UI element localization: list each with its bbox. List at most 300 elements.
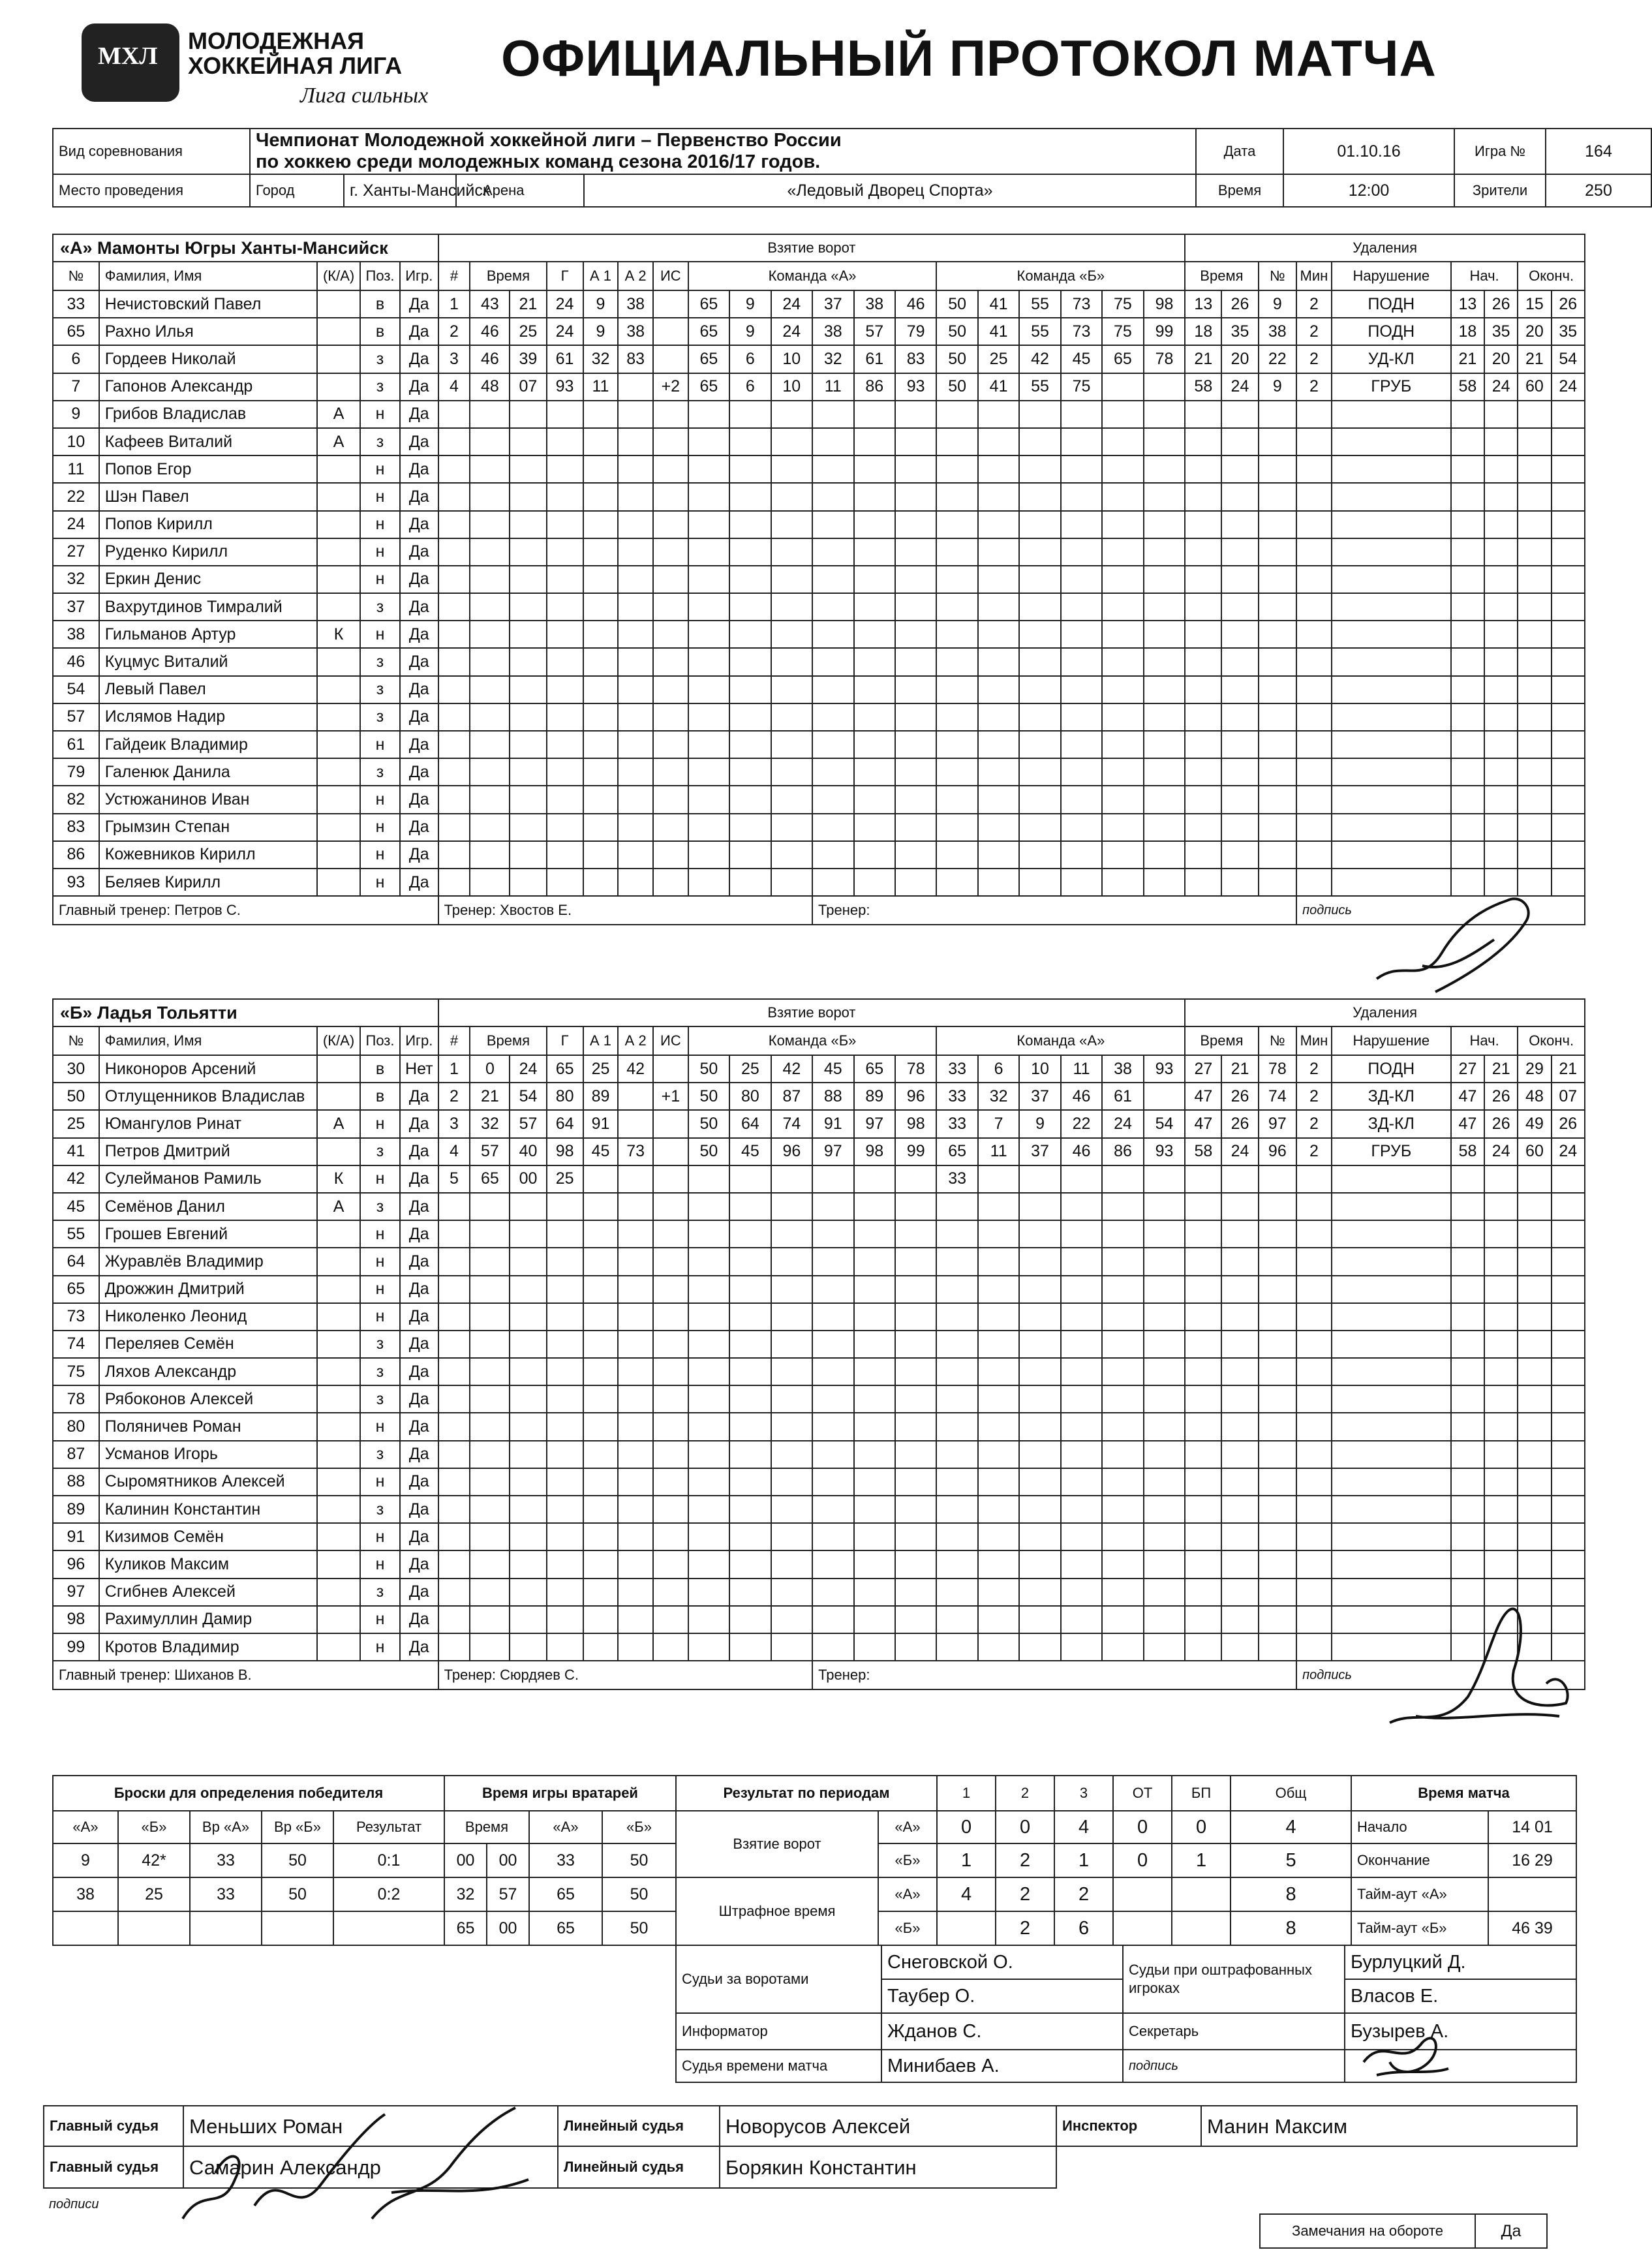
player-name: Кротов Владимир (99, 1633, 317, 1661)
pen-minutes (1296, 758, 1332, 786)
pen-min (1185, 758, 1221, 786)
on-ice-own (895, 814, 936, 841)
pen-violation: ПОДН (1332, 318, 1451, 345)
goal-assist2 (618, 1468, 653, 1496)
on-ice-own (812, 511, 853, 538)
pen-start-sec (1484, 593, 1518, 621)
goal-assist2 (618, 566, 653, 593)
goal-assist2 (618, 538, 653, 566)
pen-minutes (1296, 786, 1332, 813)
on-ice-opp (1144, 1441, 1185, 1468)
player-role (317, 1220, 360, 1248)
on-ice-own: 96 (771, 1138, 812, 1165)
pen-violation (1332, 483, 1451, 510)
on-ice-opp (1102, 1523, 1143, 1550)
on-ice-own (895, 676, 936, 703)
player-row (53, 1550, 1585, 1578)
on-ice-own (854, 1276, 895, 1303)
pen-minutes (1296, 703, 1332, 731)
match-info-table (52, 128, 1652, 208)
goal-assist1 (583, 1331, 619, 1358)
on-ice-own (854, 1220, 895, 1248)
goal-scorer (547, 455, 583, 483)
col-no: № (53, 262, 99, 290)
on-ice-opp (936, 1220, 977, 1248)
pen-player (1259, 1633, 1297, 1661)
pen-sec (1221, 1303, 1258, 1331)
on-ice-opp (1144, 1165, 1185, 1193)
pen-violation (1332, 703, 1451, 731)
on-ice-own (688, 1468, 729, 1496)
period-value: 1 (1172, 1843, 1231, 1877)
goal-number (438, 1331, 470, 1358)
on-ice-opp (1061, 1468, 1102, 1496)
player-name: Попов Егор (99, 455, 317, 483)
document-title: ОФИЦИАЛЬНЫЙ ПРОТОКОЛ МАТЧА (501, 29, 1437, 87)
goal-min (470, 538, 510, 566)
coach-1: Тренер: Сюрдяев С. (438, 1661, 812, 1689)
pen-end-min: 29 (1518, 1055, 1551, 1083)
player-played: Да (400, 1110, 438, 1137)
player-position: н (360, 1248, 400, 1275)
player-played: Да (400, 1220, 438, 1248)
goal-situation (653, 290, 688, 318)
player-row (53, 786, 1585, 813)
player-position: н (360, 511, 400, 538)
on-ice-opp (1061, 1220, 1102, 1248)
on-ice-own (771, 1220, 812, 1248)
player-row (53, 676, 1585, 703)
on-ice-own (729, 1165, 771, 1193)
player-name: Кизимов Семён (99, 1523, 317, 1550)
goal-number: 2 (438, 1083, 470, 1110)
goal-scorer (547, 1413, 583, 1440)
player-number: 99 (53, 1633, 99, 1661)
player-row (53, 401, 1585, 428)
pen-end-sec (1552, 1165, 1585, 1193)
player-name: Куцмус Виталий (99, 648, 317, 675)
pen-player: 78 (1259, 1055, 1297, 1083)
goal-number (438, 1441, 470, 1468)
goal-sec (510, 758, 546, 786)
on-ice-opp (1061, 648, 1102, 675)
player-name: Рахимуллин Дамир (99, 1606, 317, 1633)
pen-violation (1332, 1303, 1451, 1331)
on-ice-opp (1061, 731, 1102, 758)
pen-player: 97 (1259, 1110, 1297, 1137)
pen-start-sec (1484, 483, 1518, 510)
on-ice-own (688, 1331, 729, 1358)
on-ice-opp (1102, 1193, 1143, 1220)
goal-sec (510, 1496, 546, 1523)
on-ice-own (854, 1441, 895, 1468)
goal-number (438, 1550, 470, 1578)
pen-player: 74 (1259, 1083, 1297, 1110)
player-role (317, 676, 360, 703)
player-played: Да (400, 1083, 438, 1110)
goal-min (470, 511, 510, 538)
goal-min (470, 786, 510, 813)
player-number: 97 (53, 1579, 99, 1606)
pen-min (1185, 1523, 1221, 1550)
on-ice-own (812, 676, 853, 703)
player-position: н (360, 483, 400, 510)
pen-sec (1221, 648, 1258, 675)
on-ice-opp (1102, 1358, 1143, 1385)
on-ice-own (729, 1276, 771, 1303)
on-ice-opp (936, 455, 977, 483)
player-played: Да (400, 869, 438, 896)
on-ice-opp (1061, 1165, 1102, 1193)
player-number: 78 (53, 1385, 99, 1413)
pen-sec (1221, 428, 1258, 455)
on-ice-opp (1019, 731, 1060, 758)
player-number: 11 (53, 455, 99, 483)
on-ice-opp (1144, 1220, 1185, 1248)
on-ice-opp (1061, 1579, 1102, 1606)
pen-minutes (1296, 1413, 1332, 1440)
col-min: Мин (1296, 1026, 1332, 1055)
on-ice-opp (1102, 1331, 1143, 1358)
pen-min (1185, 1248, 1221, 1275)
player-played: Да (400, 345, 438, 373)
on-ice-opp (1102, 1579, 1143, 1606)
on-ice-own (895, 1385, 936, 1413)
goal-scorer (547, 1385, 583, 1413)
league-line1: МОЛОДЕЖНАЯ (188, 27, 364, 54)
on-ice-opp: 46 (1061, 1083, 1102, 1110)
pen-player (1259, 428, 1297, 455)
period-value: 8 (1231, 1911, 1351, 1945)
goalie-value: 00 (444, 1843, 487, 1877)
pen-min (1185, 593, 1221, 621)
pen-end-min (1518, 1413, 1551, 1440)
on-ice-own (771, 621, 812, 648)
period-col: Общ (1231, 1776, 1351, 1811)
on-ice-opp (1144, 566, 1185, 593)
pen-sec (1221, 566, 1258, 593)
on-ice-opp (1102, 676, 1143, 703)
on-ice-own (729, 593, 771, 621)
goal-min (470, 676, 510, 703)
player-role (317, 455, 360, 483)
pen-minutes (1296, 621, 1332, 648)
goal-scorer (547, 1633, 583, 1661)
player-role (317, 1550, 360, 1578)
on-ice-own (854, 1385, 895, 1413)
on-ice-own: 11 (812, 373, 853, 401)
on-ice-opp (1061, 841, 1102, 869)
goal-min: 57 (470, 1138, 510, 1165)
on-ice-own (895, 1165, 936, 1193)
player-name: Грошев Евгений (99, 1220, 317, 1248)
goal-situation (653, 401, 688, 428)
on-ice-opp: 93 (1144, 1138, 1185, 1165)
player-role (317, 1055, 360, 1083)
pen-start-sec (1484, 621, 1518, 648)
on-ice-opp (1102, 1606, 1143, 1633)
player-played: Да (400, 1441, 438, 1468)
on-ice-own: 65 (688, 345, 729, 373)
on-ice-own (688, 1248, 729, 1275)
pen-violation (1332, 455, 1451, 483)
goal-min (470, 758, 510, 786)
on-ice-opp: 50 (936, 318, 977, 345)
on-ice-opp (1019, 621, 1060, 648)
goal-situation (653, 1110, 688, 1137)
pen-minutes: 2 (1296, 1083, 1332, 1110)
pen-start-sec (1484, 1441, 1518, 1468)
goal-number (438, 841, 470, 869)
on-ice-opp (936, 1579, 977, 1606)
pen-min (1185, 455, 1221, 483)
player-row (53, 428, 1585, 455)
goalie-value: 50 (602, 1911, 676, 1945)
col-a1: А 1 (583, 1026, 619, 1055)
goal-situation (653, 1193, 688, 1220)
city-label: Город (250, 174, 344, 207)
pen-start-min (1451, 1385, 1484, 1413)
on-ice-opp: 41 (978, 290, 1019, 318)
player-name: Рябоконов Алексей (99, 1385, 317, 1413)
pen-minutes (1296, 1331, 1332, 1358)
pen-player: 96 (1259, 1138, 1297, 1165)
on-ice-opp (1019, 869, 1060, 896)
goal-sec: 57 (510, 1110, 546, 1137)
on-ice-own (854, 841, 895, 869)
on-ice-opp: 55 (1019, 318, 1060, 345)
goal-number (438, 1496, 470, 1523)
pen-end-sec (1552, 1193, 1585, 1220)
pen-start-sec: 24 (1484, 373, 1518, 401)
coach-2: Тренер: (812, 1661, 1296, 1689)
pen-start-min (1451, 1496, 1484, 1523)
pen-violation (1332, 1276, 1451, 1303)
on-ice-opp (1019, 758, 1060, 786)
pen-minutes (1296, 1441, 1332, 1468)
goal-min (470, 1606, 510, 1633)
col-pnum: № (1259, 262, 1297, 290)
period-col: 2 (996, 1776, 1054, 1811)
goal-situation (653, 1276, 688, 1303)
on-ice-opp (936, 621, 977, 648)
goal-assist1: 9 (583, 318, 619, 345)
pen-end-min (1518, 731, 1551, 758)
period-value: 2 (996, 1911, 1054, 1945)
on-ice-opp (1102, 648, 1143, 675)
player-number: 65 (53, 1276, 99, 1303)
goal-situation (653, 1633, 688, 1661)
player-position: з (360, 648, 400, 675)
inspector-label: Инспектор (1056, 2106, 1201, 2146)
period-value: 8 (1231, 1877, 1351, 1911)
on-ice-opp (1144, 1248, 1185, 1275)
pen-player (1259, 1165, 1297, 1193)
period-value: 2 (996, 1877, 1054, 1911)
goal-situation (653, 703, 688, 731)
pen-player (1259, 1523, 1297, 1550)
player-row (53, 1193, 1585, 1220)
pen-start-min (1451, 538, 1484, 566)
pen-player (1259, 593, 1297, 621)
on-ice-opp: 73 (1061, 318, 1102, 345)
pen-player: 38 (1259, 318, 1297, 345)
goal-sec (510, 511, 546, 538)
signature-mark-2 (1377, 1592, 1585, 1755)
player-role (317, 345, 360, 373)
on-ice-opp (936, 648, 977, 675)
col-on-ice-own: Команда «Б» (688, 1026, 937, 1055)
col-g: Г (547, 1026, 583, 1055)
on-ice-own (854, 401, 895, 428)
on-ice-opp (1061, 1606, 1102, 1633)
pen-violation: УД-КЛ (1332, 345, 1451, 373)
goal-sec (510, 814, 546, 841)
on-ice-own: 97 (812, 1138, 853, 1165)
on-ice-opp (1061, 1633, 1102, 1661)
on-ice-own (688, 703, 729, 731)
goal-scorer (547, 1496, 583, 1523)
on-ice-own (812, 1331, 853, 1358)
pen-sec (1221, 1385, 1258, 1413)
on-ice-own (854, 1248, 895, 1275)
on-ice-opp (1144, 511, 1185, 538)
player-played: Да (400, 1358, 438, 1385)
pen-min: 27 (1185, 1055, 1221, 1083)
period-col: 1 (937, 1776, 996, 1811)
on-ice-own (812, 1193, 853, 1220)
pen-start-sec (1484, 731, 1518, 758)
on-ice-opp (1102, 593, 1143, 621)
on-ice-opp (936, 1193, 977, 1220)
pen-end-sec (1552, 538, 1585, 566)
on-ice-own (729, 1385, 771, 1413)
on-ice-opp: 50 (936, 345, 977, 373)
on-ice-own (812, 1633, 853, 1661)
goal-number (438, 1413, 470, 1440)
pen-sec (1221, 869, 1258, 896)
pen-start-sec (1484, 1385, 1518, 1413)
pen-min (1185, 1633, 1221, 1661)
goal-sec: 21 (510, 290, 546, 318)
on-ice-opp (936, 758, 977, 786)
on-ice-own (854, 538, 895, 566)
on-ice-own: 32 (812, 345, 853, 373)
on-ice-own (771, 1303, 812, 1331)
on-ice-opp: 25 (978, 345, 1019, 373)
on-ice-opp: 75 (1061, 373, 1102, 401)
pen-start-min (1451, 621, 1484, 648)
player-row (53, 1606, 1585, 1633)
player-role (317, 703, 360, 731)
pen-min (1185, 483, 1221, 510)
goal-assist1 (583, 483, 619, 510)
on-ice-own: 24 (771, 318, 812, 345)
pen-minutes (1296, 1550, 1332, 1578)
pen-violation: ЗД-КЛ (1332, 1110, 1451, 1137)
linesman-label-1: Линейный судья (558, 2106, 720, 2146)
on-ice-own (729, 676, 771, 703)
on-ice-own (895, 1523, 936, 1550)
goal-assist1: 45 (583, 1138, 619, 1165)
on-ice-opp: 99 (1144, 318, 1185, 345)
player-name: Вахрутдинов Тимралий (99, 593, 317, 621)
goal-number: 4 (438, 1138, 470, 1165)
player-position: н (360, 455, 400, 483)
player-name: Отлущенников Владислав (99, 1083, 317, 1110)
secretary-signature-mark (1351, 2010, 1461, 2088)
pen-end-min (1518, 1303, 1551, 1331)
player-position: н (360, 1220, 400, 1248)
player-number: 32 (53, 566, 99, 593)
player-row (53, 1220, 1585, 1248)
goal-number (438, 1303, 470, 1331)
player-row (53, 1138, 1585, 1165)
goal-situation (653, 869, 688, 896)
period-value: 4 (1231, 1811, 1351, 1843)
player-played: Да (400, 593, 438, 621)
player-position: н (360, 1633, 400, 1661)
pen-min (1185, 1220, 1221, 1248)
player-row (53, 593, 1585, 621)
goal-assist1 (583, 1220, 619, 1248)
on-ice-opp (978, 841, 1019, 869)
goal-assist1 (583, 621, 619, 648)
player-played: Да (400, 758, 438, 786)
on-ice-opp (1019, 1633, 1060, 1661)
col-name: Фамилия, Имя (99, 1026, 317, 1055)
player-played: Да (400, 731, 438, 758)
pen-end-sec (1552, 786, 1585, 813)
period-value: 4 (1054, 1811, 1113, 1843)
goal-number (438, 1606, 470, 1633)
on-ice-own (771, 1413, 812, 1440)
on-ice-opp (1019, 676, 1060, 703)
player-number: 7 (53, 373, 99, 401)
match-time-table (1351, 1775, 1577, 1946)
player-number: 65 (53, 318, 99, 345)
player-played: Да (400, 1413, 438, 1440)
pen-minutes (1296, 648, 1332, 675)
goal-scorer (547, 401, 583, 428)
on-ice-opp: 33 (936, 1165, 977, 1193)
goal-scorer: 98 (547, 1138, 583, 1165)
on-ice-opp: 24 (1102, 1110, 1143, 1137)
goal-sec (510, 1331, 546, 1358)
on-ice-opp (936, 428, 977, 455)
pen-start-sec (1484, 703, 1518, 731)
player-row (53, 1496, 1585, 1523)
goal-scorer (547, 483, 583, 510)
goal-number (438, 455, 470, 483)
pen-violation (1332, 511, 1451, 538)
player-number: 87 (53, 1441, 99, 1468)
pen-minutes: 2 (1296, 1110, 1332, 1137)
player-number: 46 (53, 648, 99, 675)
on-ice-opp (1061, 538, 1102, 566)
pen-player (1259, 455, 1297, 483)
on-ice-opp (978, 1220, 1019, 1248)
on-ice-opp (978, 758, 1019, 786)
goal-number (438, 428, 470, 455)
goal-scorer: 25 (547, 1165, 583, 1193)
player-row (53, 869, 1585, 896)
on-ice-own: 86 (854, 373, 895, 401)
goal-assist2 (618, 401, 653, 428)
pen-end-min (1518, 841, 1551, 869)
player-name: Гильманов Артур (99, 621, 317, 648)
on-ice-own (812, 1579, 853, 1606)
